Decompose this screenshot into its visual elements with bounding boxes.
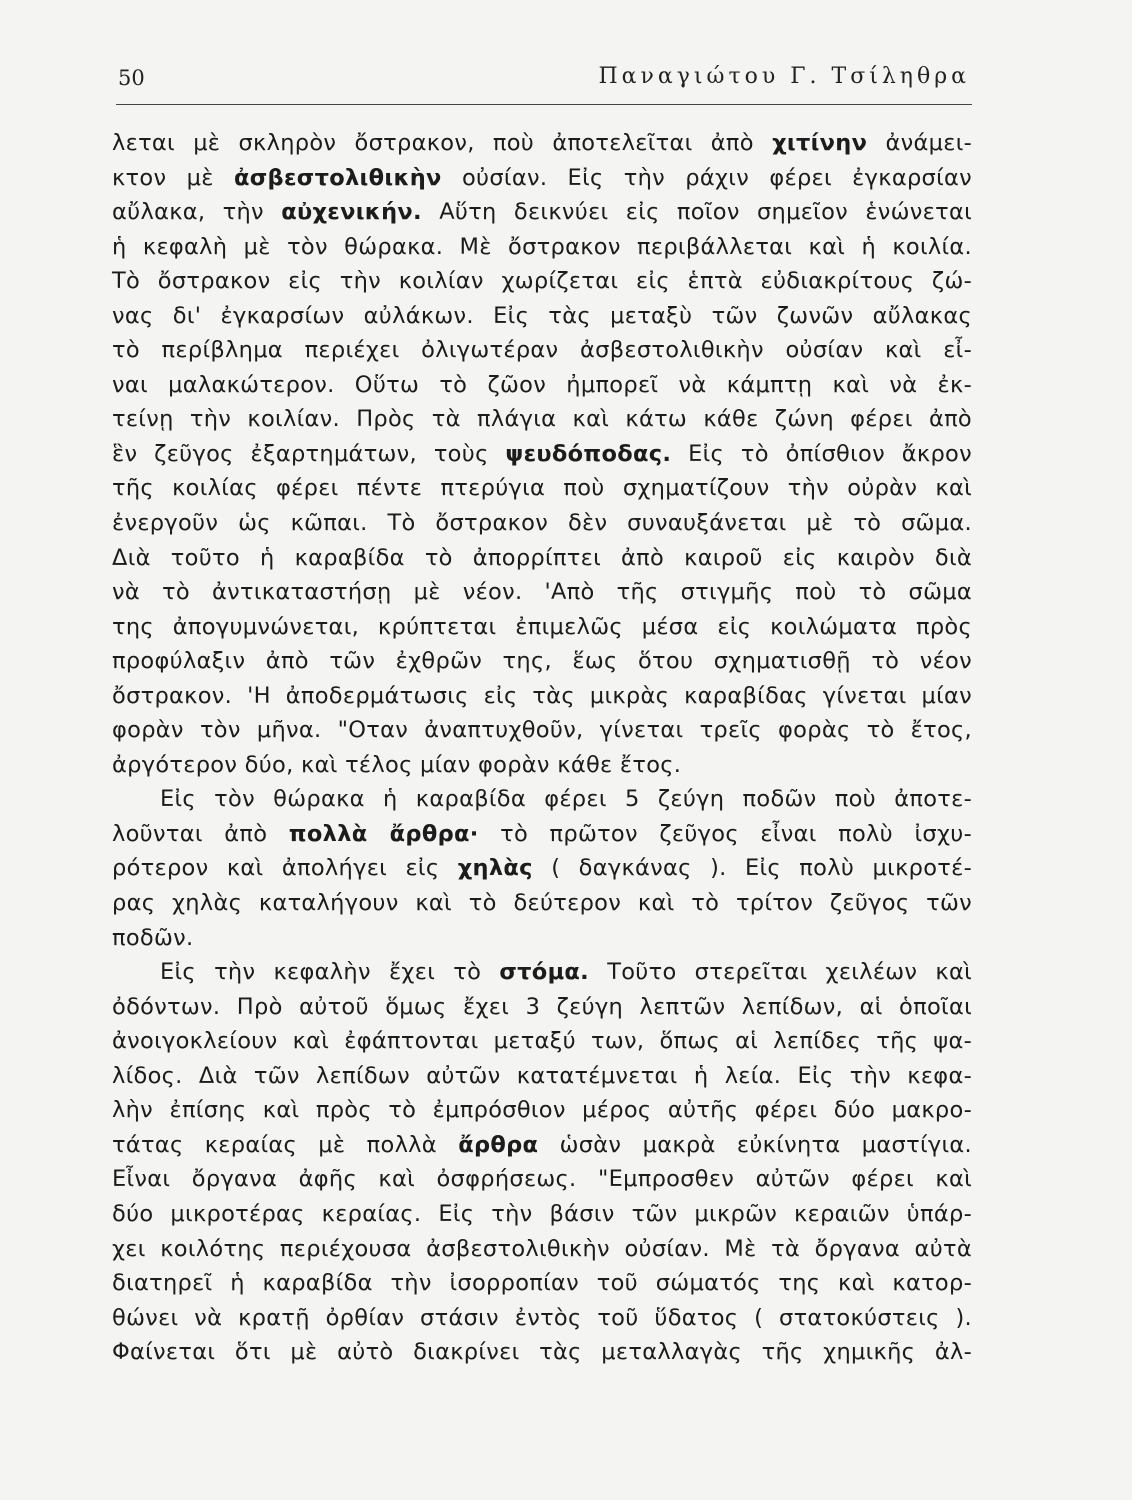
text-line [112, 195, 972, 230]
line-text: ἓν ζεῦγος ἐξαρτημάτων, τοὺς [112, 440, 489, 467]
line-text: κτον μὲ [112, 164, 214, 191]
line-text: νὰ τὸ ἀντικαταστήσῃ μὲ νέον. 'Απὸ τῆς στιγμῆς ποὺ τὸ σῶμα [112, 579, 972, 606]
bold-term: πολλὰ ἄρθρα· [288, 820, 479, 847]
line-text: Τὸ ὄστρακον εἰς τὴν κοιλίαν χωρίζεται εἰς ἑπτὰ εὐδιακρίτους ζώ- [112, 268, 972, 295]
text-line [112, 1162, 972, 1197]
text-line [112, 679, 972, 714]
line-text: ἀνοιγοκλείουν καὶ ἐφάπτονται μεταξύ των, ὅπως αἱ λεπίδες τῆς ψα- [112, 1028, 972, 1055]
body-text [112, 126, 972, 1370]
text-line [112, 126, 972, 161]
text-line [112, 1024, 972, 1059]
line-text: τάτας κεραίας μὲ πολλὰ [112, 1131, 437, 1158]
line-text: τῆς κοιλίας φέρει πέντε πτερύγια ποὺ σχηματίζουν τὴν οὐρὰν καὶ [112, 475, 972, 502]
bold-term: χηλὰς [457, 855, 533, 882]
bold-term: αὐχενικήν. [281, 199, 422, 226]
text-line [112, 1197, 972, 1232]
line-text: τὸ πρῶτον ζεῦγος εἶναι πολὺ ἰσχυ- [500, 820, 972, 847]
line-text: ὀδόντων. Πρὸ αὐτοῦ ὅμως ἔχει 3 ζεύγη λεπτῶν λεπίδων, αἱ ὁποῖαι [112, 993, 972, 1020]
text-line [112, 990, 972, 1025]
line-text: λὴν ἐπίσης καὶ πρὸς τὸ ἐμπρόσθιον μέρος αὐτῆς φέρει δύο μακρο- [112, 1097, 972, 1124]
line-text: Εἰς τὸν θώρακα ἡ καραβίδα φέρει 5 ζεύγη ποδῶν ποὺ ἀποτε- [160, 786, 972, 813]
line-text: ( δαγκάνας ). Εἰς πολὺ μικροτέ- [551, 855, 973, 882]
running-title: Παναγιώτου Γ. Τσίληθρα [598, 64, 970, 89]
text-line [112, 299, 972, 334]
text-line [112, 402, 972, 437]
text-line [112, 644, 972, 679]
text-line [112, 817, 972, 852]
bold-term: ἀσβεστολιθικὴν [233, 164, 442, 191]
text-line [112, 575, 972, 610]
line-text: Εἰς τὸ ὀπίσθιον ἄκρον [688, 440, 972, 467]
bold-term: στόμα. [499, 959, 590, 986]
line-text: Φαίνεται ὅτι μὲ αὐτὸ διακρίνει τὰς μεταλλαγὰς τῆς χημικῆς ἀλ- [112, 1339, 972, 1366]
line-text: λεται μὲ σκληρὸν ὄστρακον, ποὺ ἀποτελεῖται ἀπὸ [112, 130, 754, 156]
text-line [112, 886, 972, 921]
text-line [112, 955, 972, 990]
line-text: αὔλακα, τὴν [112, 199, 264, 226]
text-line [112, 506, 972, 541]
line-text: ἐνεργοῦν ὡς κῶπαι. Τὸ ὄστρακον δὲν συναυξάνεται μὲ τὸ σῶμα. [112, 510, 972, 537]
text-line [112, 333, 972, 368]
bold-term: χιτίνην [772, 130, 868, 156]
text-line [112, 610, 972, 645]
line-text: ρας χηλὰς καταλήγουν καὶ τὸ δεύτερον καὶ τὸ τρίτον ζεῦγος τῶν [112, 890, 972, 917]
text-line [112, 1266, 972, 1301]
text-line [112, 437, 972, 472]
line-text: θώνει νὰ κρατῇ ὀρθίαν στάσιν ἐντὸς τοῦ ὕδατος ( στατοκύστεις ). [112, 1304, 972, 1331]
line-text: Αὕτη δεικνύει εἰς ποῖον σημεῖον ἑνώνεται [439, 199, 973, 226]
line-text: νας δι' ἐγκαρσίων αὐλάκων. Εἰς τὰς μεταξὺ τῶν ζωνῶν αὔλακας [112, 302, 972, 329]
line-text: ρότερον καὶ ἀπολήγει εἰς [112, 855, 440, 882]
page-number: 50 [118, 66, 145, 90]
line-text: χει κοιλότης περιέχουσα ἀσβεστολιθικὴν οὐσίαν. Μὲ τὰ ὄργανα αὐτὰ [112, 1235, 972, 1262]
text-line [112, 1301, 972, 1336]
line-text: τείνῃ τὴν κοιλίαν. Πρὸς τὰ πλάγια καὶ κάτω κάθε ζώνη φέρει ἀπὸ [112, 406, 972, 433]
line-text: ἀνάμει- [885, 130, 973, 156]
line-text: ἡ κεφαλὴ μὲ τὸν θώρακα. Μὲ ὄστρακον περιβάλλεται καὶ ἡ κοιλία. [112, 233, 972, 260]
line-text: ὡσὰν μακρὰ εὐκίνητα μαστίγια. [559, 1131, 972, 1158]
line-text: Διὰ τοῦτο ἡ καραβίδα τὸ ἀπορρίπτει ἀπὸ καιροῦ εἰς καιρὸν διὰ [112, 544, 972, 571]
text-line [112, 264, 972, 299]
text-line [112, 782, 972, 817]
line-text: της ἀπογυμνώνεται, κρύπτεται ἐπιμελῶς μέσα εἰς κοιλώματα πρὸς [112, 613, 972, 640]
text-line [112, 1335, 972, 1370]
text-line [112, 541, 972, 576]
line-text: Εἶναι ὄργανα ἀφῆς καὶ ὀσφρήσεως. "Εμπροσθεν αὐτῶν φέρει καὶ [112, 1166, 972, 1193]
line-text: Εἰς τὴν κεφαλὴν ἔχει τὸ [160, 959, 482, 986]
text-line [112, 368, 972, 403]
line-text: λοῦνται ἀπὸ [112, 820, 268, 847]
text-line [112, 230, 972, 265]
page-header [116, 60, 972, 105]
text-line [112, 748, 972, 783]
line-text: λίδος. Διὰ τῶν λεπίδων αὐτῶν κατατέμνεται ἡ λεία. Εἰς τὴν κεφα- [112, 1062, 972, 1089]
line-text: τὸ περίβλημα περιέχει ὀλιγωτέραν ἀσβεστολιθικὴν οὐσίαν καὶ εἶ- [112, 337, 972, 364]
text-line [112, 1128, 972, 1163]
line-text: ποδῶν. [112, 924, 194, 951]
bold-term: ἄρθρα [458, 1131, 539, 1158]
text-line [112, 851, 972, 886]
line-text: Τοῦτο στερεῖται χειλέων καὶ [607, 959, 973, 986]
text-line [112, 1232, 972, 1267]
line-text: ἀργότερον δύο, καὶ τέλος μίαν φορὰν κάθε ἔτος. [112, 751, 682, 778]
line-text: φορὰν τὸν μῆνα. "Οταν ἀναπτυχθοῦν, γίνεται τρεῖς φορὰς τὸ ἔτος, [112, 717, 972, 744]
line-text: δύο μικροτέρας κεραίας. Εἰς τὴν βάσιν τῶν μικρῶν κεραιῶν ὑπάρ- [112, 1200, 972, 1227]
line-text: ὄστρακον. 'Η ἀποδερμάτωσις εἰς τὰς μικρὰς καραβίδας γίνεται μίαν [112, 682, 972, 709]
text-line [112, 921, 972, 956]
line-text: προφύλαξιν ἀπὸ τῶν ἐχθρῶν της, ἕως ὅτου σχηματισθῇ τὸ νέον [112, 648, 972, 675]
bold-term: ψευδόποδας. [505, 440, 672, 467]
line-text: διατηρεῖ ἡ καραβίδα τὴν ἰσορροπίαν τοῦ σώματός της καὶ κατορ- [112, 1270, 972, 1297]
text-line [112, 1093, 972, 1128]
line-text: οὐσίαν. Εἰς τὴν ράχιν φέρει ἐγκαρσίαν [461, 164, 973, 191]
line-text: ναι μαλακώτερον. Οὕτω τὸ ζῶον ἠμπορεῖ νὰ κάμπτῃ καὶ νὰ ἐκ- [112, 371, 972, 398]
text-line [112, 1059, 972, 1094]
text-line [112, 713, 972, 748]
text-line [112, 161, 972, 196]
text-line [112, 471, 972, 506]
